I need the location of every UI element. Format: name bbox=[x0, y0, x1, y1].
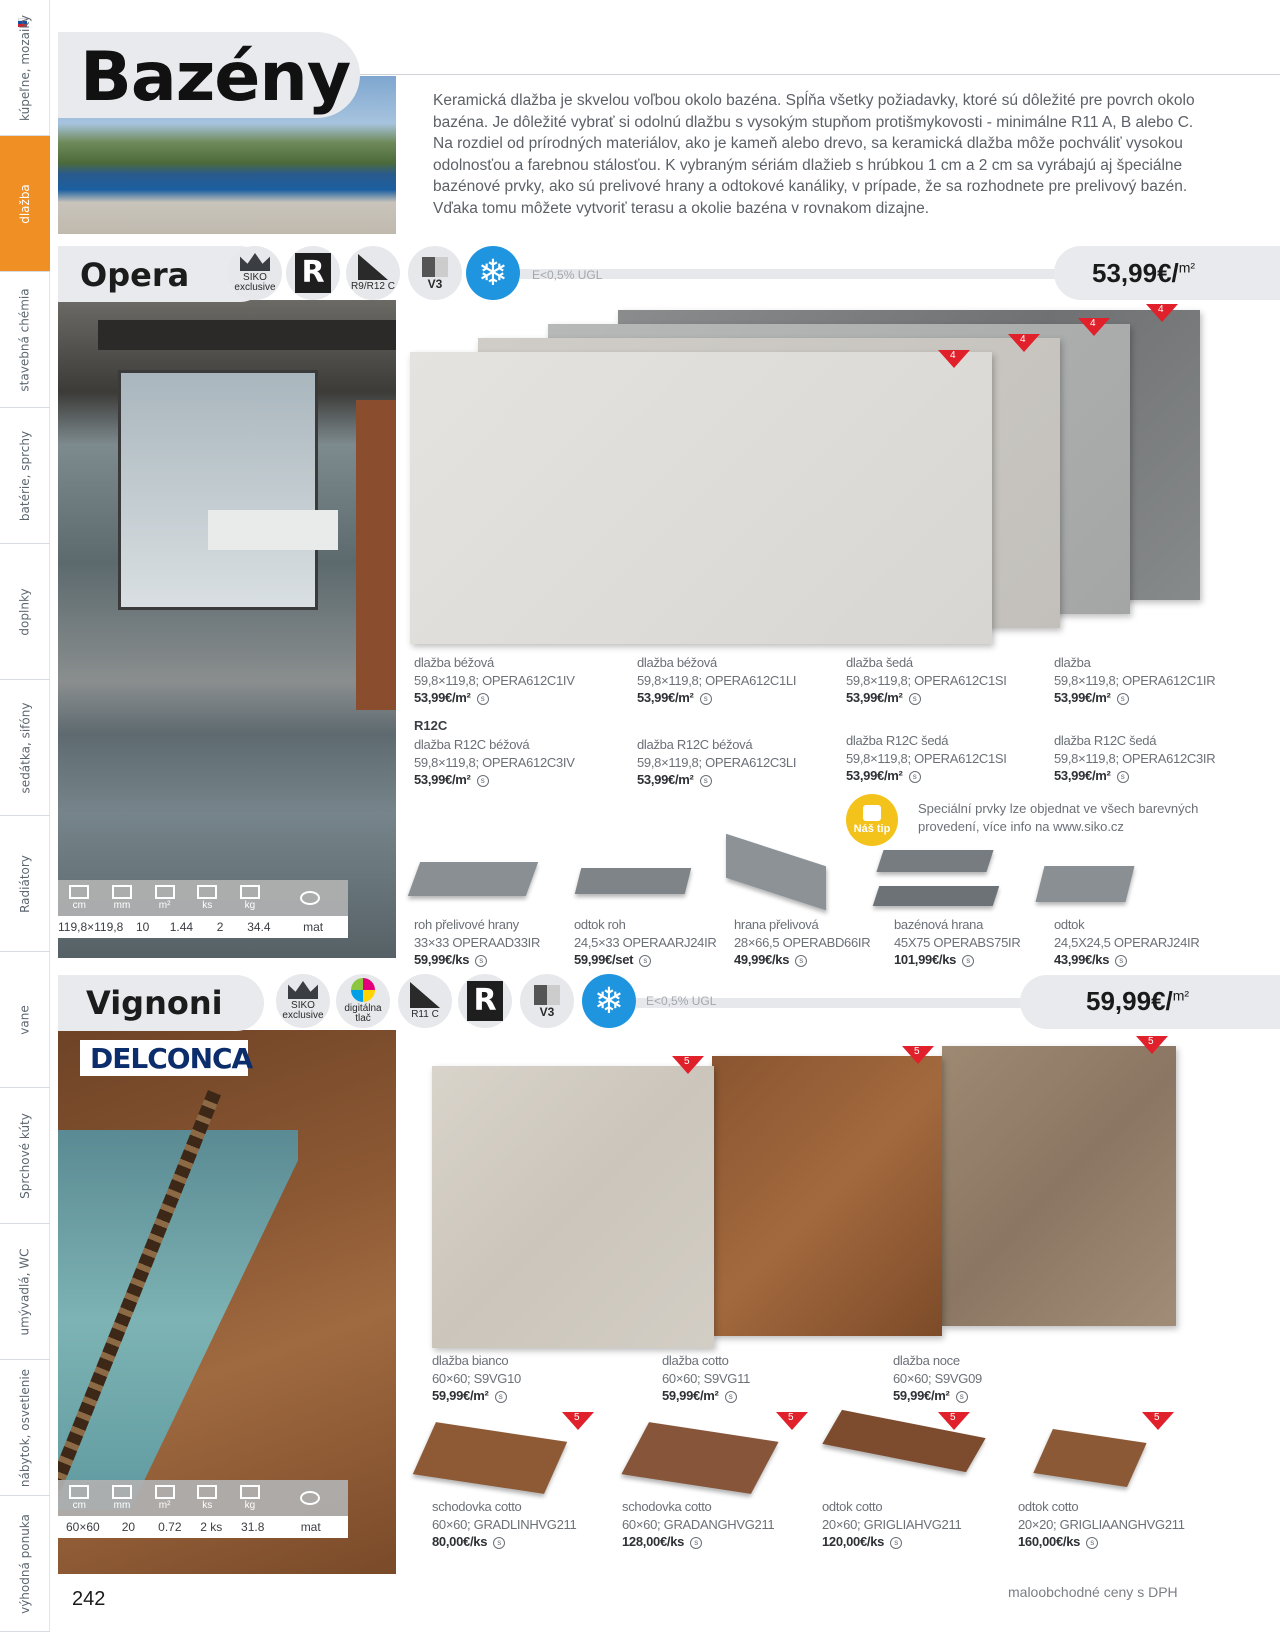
crown-icon bbox=[288, 981, 318, 999]
eco-icon: s bbox=[795, 955, 807, 967]
eco-icon: s bbox=[1117, 771, 1129, 783]
color-wheel-icon bbox=[351, 978, 375, 1002]
r-rating-badge: R bbox=[286, 246, 340, 300]
price-triangle-badge: 5 bbox=[776, 1412, 808, 1430]
thickness-icon: mm bbox=[101, 880, 144, 916]
shade-variation-icon bbox=[534, 985, 560, 1005]
eco-icon: s bbox=[1115, 955, 1127, 967]
eco-icon: s bbox=[639, 955, 651, 967]
pieces-icon: ks bbox=[186, 1480, 229, 1516]
crown-icon bbox=[240, 253, 270, 271]
product-item: schodovka cotto 60×60; GRADLINHVG211 80,00€/ks s bbox=[432, 1499, 577, 1549]
vignoni-tile-noce bbox=[942, 1046, 1176, 1326]
product-item: schodovka cotto 60×60; GRADANGHVG211 128,00€/ks s bbox=[622, 1499, 775, 1549]
shade-variation-badge: V3 bbox=[520, 974, 574, 1028]
accessory-image bbox=[408, 862, 538, 896]
opera-ugl-label: E<0,5% UGL bbox=[532, 268, 603, 282]
eco-icon: s bbox=[493, 1537, 505, 1549]
product-item: odtok cotto 20×20; GRIGLIAANGHVG211 160,00€/ks s bbox=[1018, 1499, 1185, 1549]
sidebar-item-umyvadla[interactable]: umývadlá, WC bbox=[0, 1224, 50, 1360]
area-icon: m² bbox=[143, 880, 186, 916]
shade-variation-icon bbox=[422, 257, 448, 277]
eco-icon: s bbox=[700, 775, 712, 787]
opera-price: 53,99€/$^{m^2}$ bbox=[1092, 258, 1196, 288]
thickness-icon: mm bbox=[101, 1480, 144, 1516]
finish-icon bbox=[271, 1480, 348, 1516]
eco-icon: s bbox=[962, 955, 974, 967]
eco-icon: s bbox=[909, 693, 921, 705]
eco-icon: s bbox=[700, 693, 712, 705]
tip-text: Speciální prvky lze objednat ve všech barevných provedení, více info na www.siko.cz bbox=[918, 801, 1199, 834]
vignoni-price: 59,99€/$^{m^2}$ bbox=[1086, 986, 1190, 1016]
header-divider bbox=[360, 74, 1280, 75]
shade-variation-badge: V3 bbox=[408, 246, 462, 300]
product-item: dlažba R12C šedá 59,8×119,8; OPERA612C1SI 53,99€/m² s bbox=[846, 733, 1007, 783]
slip-icon bbox=[358, 254, 388, 280]
price-triangle-badge: 5 bbox=[1142, 1412, 1174, 1430]
slip-icon bbox=[410, 982, 440, 1008]
sidebar-item-baterie[interactable]: batérie, sprchy bbox=[0, 408, 50, 544]
sidebar-item-doplnky[interactable]: doplnky bbox=[0, 544, 50, 680]
price-triangle-badge: 4 bbox=[1146, 304, 1178, 322]
sidebar-item-vyhodna-ponuka[interactable]: výhodná ponuka bbox=[0, 1496, 50, 1632]
sidebar-item-dlazba[interactable]: dlažba bbox=[0, 136, 50, 272]
eco-icon: s bbox=[477, 693, 489, 705]
siko-exclusive-badge: SIKO exclusive bbox=[228, 246, 282, 300]
accessory-image bbox=[575, 868, 691, 894]
pieces-icon: ks bbox=[186, 880, 229, 916]
area-icon: m² bbox=[143, 1480, 186, 1516]
frost-resistant-badge bbox=[466, 246, 520, 300]
accessory-image bbox=[413, 1422, 567, 1494]
eco-icon: s bbox=[477, 775, 489, 787]
product-item: odtok 24,5X24,5 OPERARJ24IR 43,99€/ks s bbox=[1054, 917, 1200, 967]
price-triangle-badge: 4 bbox=[1008, 334, 1040, 352]
product-item: dlažba šedá 59,8×119,8; OPERA612C1SI 53,99€/m² s bbox=[846, 655, 1007, 705]
siko-exclusive-badge: SIKO exclusive bbox=[276, 974, 330, 1028]
product-item: roh přelivové hrany 33×33 OPERAAD33IR 59,99€/ks s bbox=[414, 917, 541, 967]
snowflake-icon: ❄ bbox=[593, 980, 625, 1021]
product-item: odtok cotto 20×60; GRIGLIAHVG211 120,00€/ks s bbox=[822, 1499, 962, 1549]
sidebar-item-nabytok[interactable]: nábytok, osvetlenie bbox=[0, 1360, 50, 1496]
product-item: odtok roh 24,5×33 OPERAARJ24IR 59,99€/set s bbox=[574, 917, 717, 967]
price-triangle-badge: 4 bbox=[1078, 318, 1110, 336]
vignoni-tile-cotto bbox=[712, 1056, 942, 1336]
snowflake-icon: ❄ bbox=[477, 252, 509, 293]
sidebar-item-vane[interactable]: vane bbox=[0, 952, 50, 1088]
product-item: dlažba R12C šedá 59,8×119,8; OPERA612C3IR 53,99€/m² s bbox=[1054, 733, 1216, 783]
price-triangle-badge: 5 bbox=[938, 1412, 970, 1430]
product-item: dlažba bianco 60×60; S9VG10 59,99€/m² s bbox=[432, 1353, 521, 1403]
product-item: dlažba noce 60×60; S9VG09 59,99€/m² s bbox=[893, 1353, 982, 1403]
page-title: Bazény bbox=[80, 38, 351, 117]
vignoni-series-name: Vignoni bbox=[86, 984, 223, 1022]
frost-resistant-badge bbox=[582, 974, 636, 1028]
size-icon: cm bbox=[58, 1480, 101, 1516]
side-navigation bbox=[0, 0, 50, 1632]
opera-specs-table: cm mm m² ks kg 119,8×119,8 10 1.44 2 34.4 mat bbox=[58, 880, 348, 938]
product-item: dlažba béžová 59,8×119,8; OPERA612C1IV 53,99€/m² s bbox=[414, 655, 575, 705]
price-triangle-badge: 4 bbox=[938, 350, 970, 368]
our-tip-badge: Náš tip bbox=[846, 794, 898, 846]
opera-series-name: Opera bbox=[80, 256, 190, 294]
delconca-logo: DELCONCA bbox=[80, 1040, 248, 1076]
product-item: bazénová hrana 45X75 OPERABS75IR 101,99€/ks s bbox=[894, 917, 1021, 967]
eco-icon: s bbox=[495, 1391, 507, 1403]
r12c-heading: R12C bbox=[414, 718, 448, 733]
eco-icon: s bbox=[909, 771, 921, 783]
price-triangle-badge: 5 bbox=[902, 1046, 934, 1064]
sidebar-item-stavebna-chemia[interactable]: stavebná chémia bbox=[0, 272, 50, 408]
price-triangle-badge: 5 bbox=[672, 1056, 704, 1074]
accessory-image bbox=[876, 850, 993, 872]
sidebar-item-sedatka[interactable]: sedátka, sifóny bbox=[0, 680, 50, 816]
opera-tile-ivory bbox=[410, 352, 992, 644]
accessory-image bbox=[1033, 1429, 1146, 1487]
accessory-image bbox=[621, 1422, 778, 1494]
price-triangle-badge: 5 bbox=[562, 1412, 594, 1430]
footer-note: maloobchodné ceny s DPH bbox=[1008, 1584, 1178, 1600]
weight-icon: kg bbox=[229, 1480, 272, 1516]
eco-icon: s bbox=[956, 1391, 968, 1403]
sidebar-item-radiatory[interactable]: Radiátory bbox=[0, 816, 50, 952]
sidebar-item-sprchove-kuty[interactable]: Sprchové kúty bbox=[0, 1088, 50, 1224]
vignoni-tile-bianco bbox=[432, 1066, 714, 1348]
vignoni-ugl-label: E<0,5% UGL bbox=[646, 994, 717, 1008]
weight-icon: kg bbox=[229, 880, 272, 916]
product-item: dlažba béžová 59,8×119,8; OPERA612C1LI 53,99€/m² s bbox=[637, 655, 797, 705]
accessory-image bbox=[873, 886, 999, 906]
eco-icon: s bbox=[1117, 693, 1129, 705]
slip-resistance-badge: R11 C bbox=[398, 974, 452, 1028]
accessory-image bbox=[1036, 866, 1135, 902]
intro-text: Keramická dlažba je skvelou voľbou okolo bazéna. Spĺňa všetky požiadavky, ktoré sú dôležité pre povrch okolo bazéna. Je dôležité vybrať si odolnú dlažbu s vysokým stupňom protišmykovosti - minimálne R11 A, B alebo C. Na rozdiel od prírodných materiálov, ako je kameň alebo drevo, sa keramická dlažba môže pochváliť vysokou odolnosťou a farebnou stálosťou. K vybraným sériám dlažieb s hrúbkou 1 cm a 2 cm sa vyrábajú aj špeciálne bazénové prvky, ako sú prelivové hrany a odtokové kanáliky, v prípade, že sa rozhodnete pre prelivový bazén. Vďaka tomu môžete vytvoriť terasu a okolie bazéna v rovnakom dizajne. bbox=[433, 92, 1195, 217]
eco-icon: s bbox=[1086, 1537, 1098, 1549]
sidebar-item-kupelne[interactable]: kúpeľne, mozaiky bbox=[0, 0, 50, 136]
r-rating-badge: R bbox=[458, 974, 512, 1028]
accessory-image bbox=[726, 834, 826, 910]
product-item: dlažba 59,8×119,8; OPERA612C1IR 53,99€/m² s bbox=[1054, 655, 1216, 705]
opera-photo bbox=[58, 300, 396, 958]
price-triangle-badge: 5 bbox=[1136, 1036, 1168, 1054]
product-item: dlažba R12C béžová 59,8×119,8; OPERA612C3IV 53,99€/m² s bbox=[414, 737, 575, 787]
page-number: 242 bbox=[72, 1588, 106, 1610]
product-item: dlažba cotto 60×60; S9VG11 59,99€/m² s bbox=[662, 1353, 751, 1403]
vignoni-specs-table: cm mm m² ks kg 60×60 20 0.72 2 ks 31.8 mat bbox=[58, 1480, 348, 1538]
product-item: dlažba R12C béžová 59,8×119,8; OPERA612C3LI 53,99€/m² s bbox=[637, 737, 797, 787]
slip-resistance-badge: R9/R12 C bbox=[346, 246, 400, 300]
size-icon: cm bbox=[58, 880, 101, 916]
product-item: hrana přelivová 28×66,5 OPERABD66IR 49,99€/ks s bbox=[734, 917, 871, 967]
eco-icon: s bbox=[690, 1537, 702, 1549]
finish-icon bbox=[271, 880, 348, 916]
eco-icon: s bbox=[890, 1537, 902, 1549]
digital-print-badge: digitálna tlač bbox=[336, 974, 390, 1028]
thumbs-up-icon bbox=[863, 805, 881, 821]
eco-icon: s bbox=[725, 1391, 737, 1403]
eco-icon: s bbox=[475, 955, 487, 967]
